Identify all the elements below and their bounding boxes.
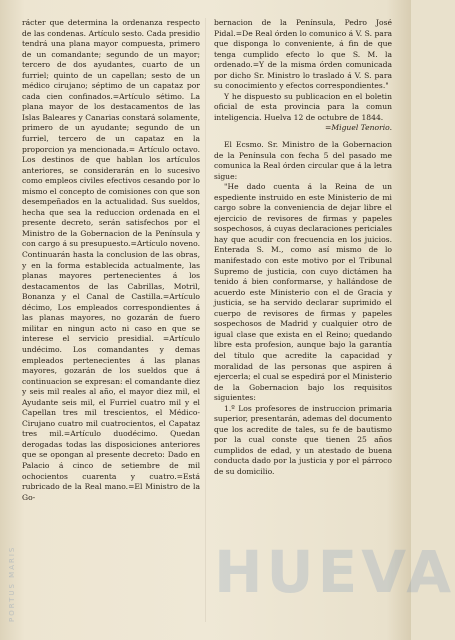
left-column-paragraph: rácter que determina la ordenanza respecto de las condenas. Artículo sesto. Cada presidio tendrá una plana mayor compuesta, primero de un comandante; segundo de un mayor; tercero de dos ayudantes, cuarto de un furriel; quinto de un capellan; sesto de un médico cirujano; séptimo de un capataz por cada cien confinados.=Artículo sétimo. La plana mayor de los destacamentos de las Islas Baleares y Canarias constará solamente, primero de un ayudante; segundo de un furriel, tercero de un capataz en la proporcion ya mencionada.= Artículo octavo. Los destinos de que hablan los artículos anteriores, se considerarán en lo sucesivo como empleos civiles efectivos cesando por lo mismo el concepto de comisiones con que son desempeñados en la actualidad. Sus sueldos, hecha que sea la reduccion ordenada en el presente decreto, serán satisfechos por el Ministro de la Gobernacion de la Península y con cargo á su presupuesto.=Artículo noveno. Continuarán hasta la conclusion de las obras, y en la forma establecida actualmente, las planas mayores pertenecientes á los destacamentos de las Cabrillas, Motril, Bonanza y el Canal de Castilla.=Artículo décimo, Los empleados correspondientes á las planas mayores, no gozarán de fuero militar en ningun acto ni caso en que se interese el servicio presidial. =Artículo undécimo. Los comandantes y demas empleados pertenecientes á las planas mayores, gozarán de los sueldos que á continuacion se expresan: el comandante diez y seis mil reales al año, el mayor diez mil, el Ayudante seis mil, el Furriel cuatro mil y el Capellan tres mil trescientos, el Médico-Cirujano cuatro mil cuatrocientos, el Capataz tres mil.=Artículo duodécimo. Quedan derogadas todas las disposiciones anteriores que se opongan al presente decreto: Dado en Palacio á cinco de setiembre de mil ochocientos cuarenta y cuatro.=Está rubricado de la Real mano.=El Ministro de la Go- (22, 18, 200, 502)
side-stamp (2, 520, 16, 630)
publication-notice: Y he dispuesto su publicacion en el boletin oficial de esta provincia para la comun inteligencia. Huelva 12 de octubre de 1844. (214, 91, 392, 122)
column-gutter (205, 18, 206, 622)
left-text-column (22, 18, 200, 622)
royal-order-text: "He dado cuenta á la Reina de un espediente instruido en este Ministerio de mi cargo sobre la conveniencia de dejar libre el ejercicio de revisores de firmas y papeles sospechosos, á cuyas declaraciones periciales hay que acudir con frecuencia en los juicios. Enterada S. M., como así mismo de lo manifestado con este motivo por el Tribunal Supremo de justicia, con cuyo dictámen ha tenido á bien conformarse, y hallándose de acuerdo este Ministerio con el de Gracia y justicia, se ha servido declarar suprimido el cuerpo de revisores de firmas y papeles sospechosos de Madrid y cualquier otro de igual clase que exista en el Reino; quedando libre esta profesion, aunque bajo la garantía del título que acredite la capacidad y moralidad de las personas que aspiren á ejercerla; el cual se espedirá por el Ministerio de la Gobernacion bajo los requisitos siguientes: (214, 182, 392, 403)
side-stamp-text: PORTUS MARIS (8, 545, 16, 622)
circular-intro: El Ecsmo. Sr. Ministro de la Gobernacion de la Península con fecha 5 del pasado me comunica la Real órden circular que á la letra sigue: (214, 140, 392, 181)
right-text-column (214, 18, 392, 622)
right-column-paragraph: bernacion de la Península, Pedro José Pidal.=De Real órden lo comunico á V. S. para que disponga lo conveniente, á fin de que tenga cumplido efecto lo que S. M. la ordenado.=Y de la misma órden comunicada por dicho Sr. Ministro lo traslado á V. S. para su conocimiento y efectos correspondientes." (214, 18, 392, 91)
signature-line: =Miguel Tenorio. (325, 123, 392, 133)
library-watermark: HUEVA (214, 538, 455, 606)
requirement-item-1: 1.º Los profesores de instruccion primaria superior, presentarán, ademas del documento que los acredite de tales, su fe de bautismo por la cual conste que tienen 25 años cumplidos de edad, y un atestado de buena conducta dado por la justicia y por el párroco de su domicilio. (214, 403, 392, 476)
